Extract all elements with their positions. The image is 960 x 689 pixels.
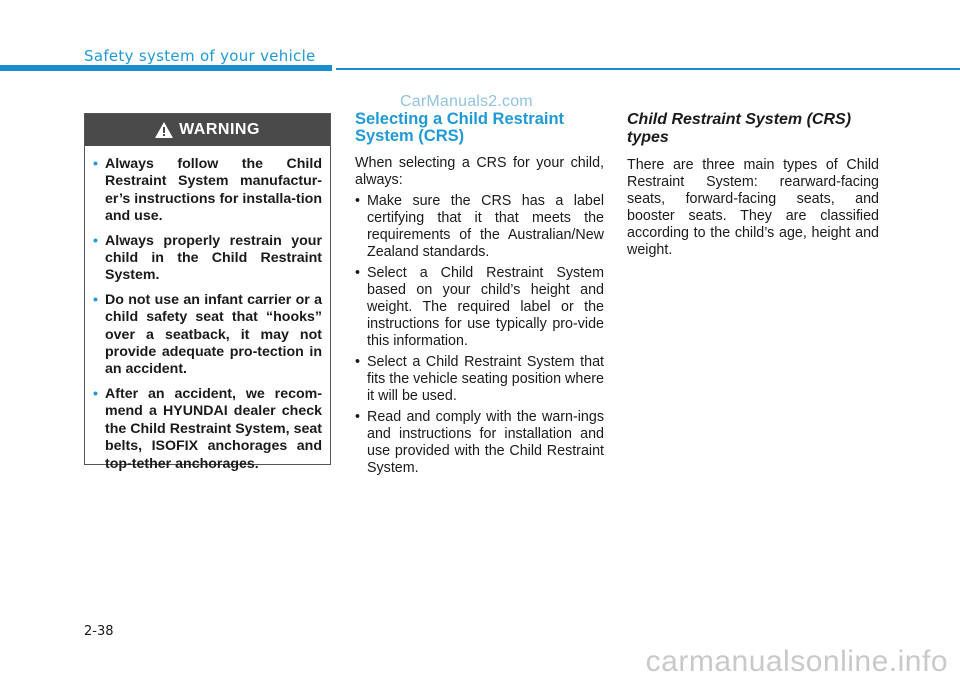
section-title: Safety system of your vehicle [84, 47, 316, 65]
bullet-icon: • [93, 232, 98, 249]
bullet-icon: • [355, 265, 361, 281]
types-body: There are three main types of Child Restraint System: rearward-facing seats, forward-facing seats, and booster seats. They are classified according to the child’s age, height and weight. [627, 157, 879, 258]
header-rule-thin [336, 68, 960, 70]
list-item: • Make sure the CRS has a label certifying that it that meets the requirements of the Australian/New Zealand standards. [355, 193, 604, 260]
warning-box [84, 113, 331, 472]
bullet-icon: • [355, 354, 361, 370]
list-item: • Read and comply with the warn-ings and instructions for installation and use provided with the Child Restraint System. [355, 409, 604, 476]
bullet-icon: • [355, 193, 361, 209]
page-number: 2-38 [84, 624, 114, 639]
warning-list [85, 146, 330, 473]
list-item: • Select a Child Restraint System that fits the vehicle seating position where it will be used. [355, 354, 604, 404]
watermark-top: CarManuals2.com [400, 93, 533, 110]
selecting-heading: Selecting a Child Restraint System (CRS) [355, 110, 565, 145]
header-rule-thick [0, 65, 332, 71]
types-heading: Child Restraint System (CRS) types [627, 111, 852, 146]
bullet-icon: • [93, 156, 98, 172]
warning-item: • Do not use an infant carrier or a child safety seat that “hooks” over a seatback, it may not provide adequate pro-tection in an accident. [93, 291, 322, 378]
warning-title: WARNING [179, 121, 260, 138]
types-section [627, 111, 879, 259]
warning-item: • Always follow the Child Restraint System manufactur-er’s instructions for installa-tion and use. [93, 156, 322, 225]
bullet-icon: • [355, 409, 361, 425]
selecting-intro: When selecting a CRS for your child, always: [355, 155, 604, 188]
warning-triangle-icon [155, 122, 173, 138]
bullet-icon: • [93, 385, 98, 402]
selecting-list [355, 193, 604, 477]
warning-header [85, 114, 330, 146]
selecting-section [355, 111, 604, 481]
warning-item: • Always properly restrain your child in the Child Restraint System. [93, 232, 322, 284]
warning-item: • After an accident, we recom-mend a HYUNDAI dealer check the Child Restraint System, seat belts, ISOFIX anchorages and top-tether anchorages. [93, 385, 322, 472]
bullet-icon: • [93, 291, 98, 308]
watermark-bottom: carmanualsonline.info [645, 645, 948, 678]
list-item: • Select a Child Restraint System based on your child’s height and weight. The required label or the instructions for use typically pro-vide this information. [355, 265, 604, 349]
